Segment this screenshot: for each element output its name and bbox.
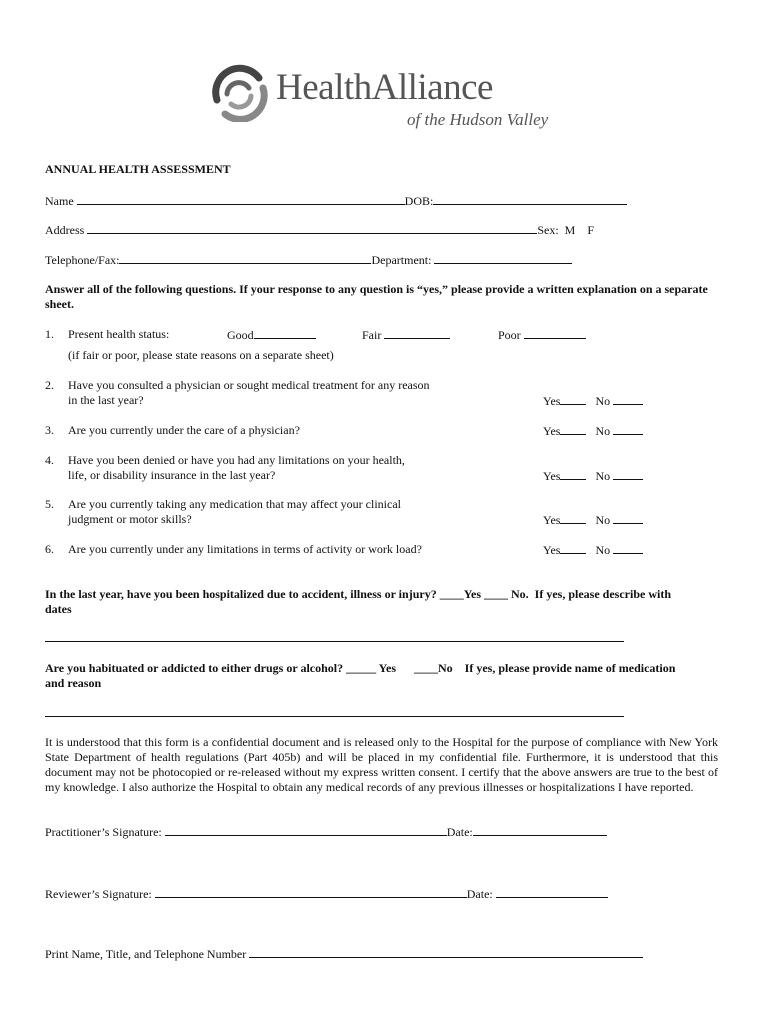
reviewer-signature-label: Reviewer’s Signature: bbox=[45, 887, 152, 901]
q4-line2: life, or disability insurance in the last year? bbox=[68, 468, 276, 482]
reviewer-date-field[interactable] bbox=[496, 886, 608, 898]
q1-good bbox=[227, 327, 316, 343]
telephone-field[interactable] bbox=[119, 252, 371, 264]
q6-line1: Are you currently under any limitations in terms of activity or work load? bbox=[68, 542, 422, 556]
q5-number: 5. bbox=[45, 497, 54, 511]
q1-fair bbox=[362, 327, 450, 343]
q5-no-field[interactable] bbox=[613, 512, 643, 524]
print-name-field[interactable] bbox=[249, 946, 643, 958]
sex-label[interactable]: Sex: M F bbox=[537, 223, 595, 237]
fair-label: Fair bbox=[362, 328, 382, 342]
name-row bbox=[45, 193, 627, 209]
no-label: No bbox=[595, 513, 611, 527]
healthalliance-logo-icon bbox=[207, 64, 271, 122]
department-label: Department: bbox=[371, 253, 432, 267]
poor-field[interactable] bbox=[524, 327, 586, 339]
q4-answer bbox=[543, 468, 643, 484]
print-name-label: Print Name, Title, and Telephone Number bbox=[45, 947, 247, 961]
q3-answer bbox=[543, 423, 643, 439]
q2-number: 2. bbox=[45, 378, 54, 392]
q4-yes-field[interactable] bbox=[560, 468, 586, 480]
q4-no-field[interactable] bbox=[613, 468, 643, 480]
habituated-answer-line[interactable] bbox=[45, 716, 624, 717]
q2-answer bbox=[543, 393, 643, 409]
address-label: Address bbox=[45, 223, 85, 237]
q1-poor bbox=[498, 327, 586, 343]
q5-answer bbox=[543, 512, 643, 528]
address-field[interactable] bbox=[87, 222, 537, 234]
q1-number: 1. bbox=[45, 327, 54, 341]
practitioner-signature-row bbox=[45, 824, 607, 840]
q4-number: 4. bbox=[45, 453, 54, 467]
confidentiality-statement: It is understood that this form is a confidential document and is released only to the Hospital for the purpose of compliance with New York State Department of health regulations (Part 405b) and will be placed in my confidential file. Furthermore, it is understood that this document may not be photocopied or re-released without my express written consent. I certify that the above answers are true to the best of my knowledge. I also authorize the Hospital to obtain any medical records of any previous illnesses or hospitalizations I have reported. bbox=[45, 735, 718, 794]
no-label: No bbox=[595, 424, 611, 438]
practitioner-signature-field[interactable] bbox=[165, 824, 447, 836]
q3-line1: Are you currently under the care of a physician? bbox=[68, 423, 300, 437]
good-label: Good bbox=[227, 328, 254, 342]
yes-label: Yes bbox=[543, 469, 561, 483]
fair-field[interactable] bbox=[384, 327, 450, 339]
q3-yes-field[interactable] bbox=[560, 423, 586, 435]
yes-label: Yes bbox=[543, 513, 561, 527]
form-title: ANNUAL HEALTH ASSESSMENT bbox=[45, 162, 231, 176]
q1-note: (if fair or poor, please state reasons on a separate sheet) bbox=[68, 348, 334, 362]
no-label: No bbox=[595, 394, 611, 408]
q3-no-field[interactable] bbox=[613, 423, 643, 435]
hospitalized-question: In the last year, have you been hospitalized due to accident, illness or injury? ____Yes ____ No. If yes, please describe with bbox=[45, 587, 672, 601]
telephone-label: Telephone/Fax: bbox=[45, 253, 120, 267]
hospitalized-question-cont: dates bbox=[45, 602, 72, 616]
q3-number: 3. bbox=[45, 423, 54, 437]
habituated-question-cont: and reason bbox=[45, 676, 102, 690]
yes-label: Yes bbox=[543, 424, 561, 438]
print-name-row bbox=[45, 946, 643, 962]
q2-line2: in the last year? bbox=[68, 393, 144, 407]
hospitalized-answer-line[interactable] bbox=[45, 641, 624, 642]
q4-line1: Have you been denied or have you had any limitations on your health, bbox=[68, 453, 405, 467]
no-label: No bbox=[595, 543, 611, 557]
logo-name: HealthAlliance bbox=[276, 67, 493, 108]
yes-label: Yes bbox=[543, 394, 561, 408]
logo-tagline: of the Hudson Valley bbox=[407, 110, 549, 129]
department-field[interactable] bbox=[434, 252, 572, 264]
q2-line1: Have you consulted a physician or sought medical treatment for any reason bbox=[68, 378, 430, 392]
dob-field[interactable] bbox=[433, 193, 627, 205]
habituated-question: Are you habituated or addicted to either drugs or alcohol? _____ Yes ____No If yes, please provide name of medication bbox=[45, 661, 676, 675]
good-field[interactable] bbox=[254, 327, 316, 339]
date-label: Date: bbox=[446, 825, 473, 839]
reviewer-signature-row bbox=[45, 886, 608, 902]
practitioner-date-field[interactable] bbox=[473, 824, 607, 836]
q6-answer bbox=[543, 542, 643, 558]
no-label: No bbox=[595, 469, 611, 483]
q6-yes-field[interactable] bbox=[560, 542, 586, 554]
practitioner-signature-label: Practitioner’s Signature: bbox=[45, 825, 162, 839]
poor-label: Poor bbox=[498, 328, 521, 342]
q6-number: 6. bbox=[45, 542, 54, 556]
address-row bbox=[45, 222, 594, 238]
q5-line1: Are you currently taking any medication that may affect your clinical bbox=[68, 497, 401, 511]
q6-no-field[interactable] bbox=[613, 542, 643, 554]
yes-label: Yes bbox=[543, 543, 561, 557]
q5-line2: judgment or motor skills? bbox=[68, 512, 192, 526]
telephone-row bbox=[45, 252, 572, 268]
q1-label: Present health status: bbox=[68, 327, 170, 341]
name-label: Name bbox=[45, 194, 74, 208]
q2-yes-field[interactable] bbox=[560, 393, 586, 405]
q5-yes-field[interactable] bbox=[560, 512, 586, 524]
date-label: Date: bbox=[466, 887, 493, 901]
instructions: Answer all of the following questions. If your response to any question is “yes,” please provide a written explanation on a separate sheet. bbox=[45, 282, 708, 311]
dob-label: DOB: bbox=[404, 194, 434, 208]
reviewer-signature-field[interactable] bbox=[155, 886, 467, 898]
name-field[interactable] bbox=[77, 193, 405, 205]
q2-no-field[interactable] bbox=[613, 393, 643, 405]
